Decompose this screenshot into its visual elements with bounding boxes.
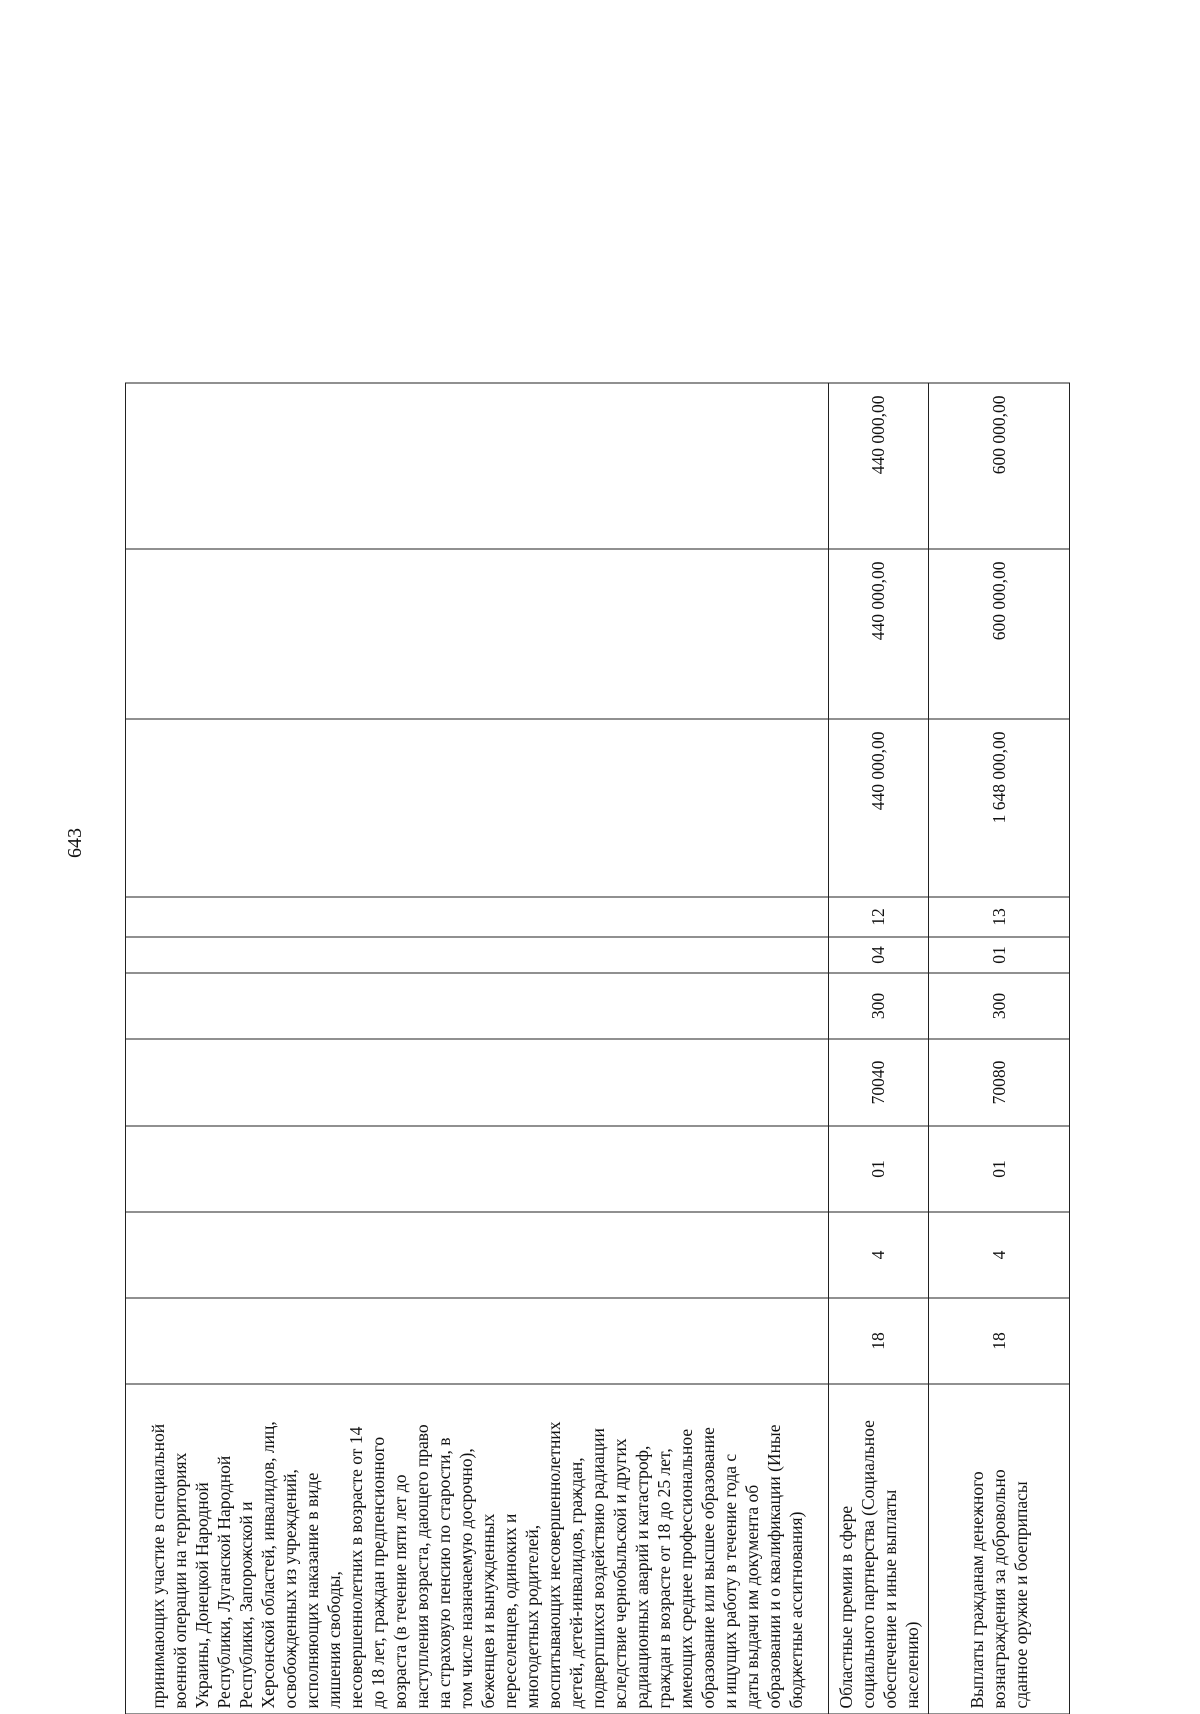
subsection-code-cell bbox=[126, 1212, 829, 1298]
amount-year-3-cell: 440 000,00 bbox=[829, 383, 929, 549]
element-code-cell: 12 bbox=[829, 897, 929, 937]
description-line: исполняющих наказание в виде bbox=[302, 1472, 322, 1708]
description-line: до 18 лет, граждан предпенсионного bbox=[368, 1436, 388, 1708]
amount-year-1-cell: 440 000,00 bbox=[829, 719, 929, 897]
amount-year-2-cell: 600 000,00 bbox=[929, 549, 1070, 719]
section-code-cell bbox=[126, 1298, 829, 1384]
sub-kind-code-cell: 04 bbox=[829, 937, 929, 973]
table-row bbox=[829, 55, 929, 1714]
table-row bbox=[126, 55, 829, 1714]
sub-kind-code-cell bbox=[126, 937, 829, 973]
budget-table-container bbox=[125, 55, 1069, 1714]
amount-year-3-cell: 600 000,00 bbox=[929, 383, 1070, 549]
kind-code-cell: 300 bbox=[829, 973, 929, 1039]
amount-year-2-cell: 440 000,00 bbox=[829, 549, 929, 719]
element-code-cell bbox=[126, 897, 829, 937]
row-description bbox=[829, 1384, 929, 1714]
table-row bbox=[929, 55, 1070, 1714]
description-line: возраста (в течение пяти лет до bbox=[390, 1474, 410, 1708]
description-line: сданное оружие и боеприпасы bbox=[1011, 1480, 1031, 1708]
program-code-cell: 01 bbox=[929, 1126, 1070, 1212]
description-line: Республики, Луганской Народной bbox=[214, 1455, 234, 1708]
kind-code-cell: 300 bbox=[929, 973, 1070, 1039]
description-line: освобожденных из учреждений, bbox=[280, 1468, 300, 1708]
row-description bbox=[126, 1384, 829, 1714]
description-line: образовании и о квалификации (Иные bbox=[764, 1424, 784, 1708]
description-line: Республики, Запорожской и bbox=[236, 1500, 256, 1708]
description-line: военной операции на территориях bbox=[170, 1452, 190, 1708]
element-code-cell: 13 bbox=[929, 897, 1070, 937]
kind-code-cell bbox=[126, 973, 829, 1039]
expense-code-cell bbox=[126, 1039, 829, 1126]
description-line: том числе назначаемую досрочно), bbox=[456, 1447, 476, 1708]
page-number: 643 bbox=[64, 828, 86, 858]
description-line: социального партнерства (Социальное bbox=[857, 1419, 878, 1708]
row-description bbox=[929, 1384, 1070, 1714]
description-line: принимающих участие в специальной bbox=[148, 1423, 168, 1708]
amount-year-2-cell bbox=[126, 549, 829, 719]
description-line: Херсонской областей, инвалидов, лиц, bbox=[258, 1420, 278, 1708]
sub-kind-code-cell: 01 bbox=[929, 937, 1070, 973]
expense-code-cell: 70080 bbox=[929, 1039, 1070, 1126]
description-line: подвергшихся воздействию радиации bbox=[588, 1427, 608, 1708]
description-line: воспитывающих несовершеннолетних bbox=[544, 1421, 564, 1708]
description-line: наступления возраста, дающего право bbox=[412, 1423, 432, 1708]
description-line: вознаграждения за добровольно bbox=[989, 1468, 1009, 1708]
description-line: Выплаты гражданам денежного bbox=[967, 1470, 987, 1708]
description-line: Областные премии в сфере bbox=[835, 1505, 856, 1708]
description-line: населению) bbox=[901, 1620, 922, 1708]
description-line: образование или высшее образование bbox=[698, 1426, 718, 1708]
subsection-code-cell: 4 bbox=[829, 1212, 929, 1298]
description-line: на страховую пенсию по старости, в bbox=[434, 1436, 454, 1708]
budget-table bbox=[125, 54, 1070, 1714]
description-line: вследствие чернобыльской и других bbox=[610, 1437, 630, 1708]
description-line: несовершеннолетних в возрасте от 14 bbox=[346, 1426, 366, 1708]
description-line: многодетных родителей, bbox=[522, 1524, 542, 1708]
description-line: граждан в возрасте от 18 до 25 лет, bbox=[654, 1447, 674, 1708]
description-line: переселенцев, одиноких и bbox=[500, 1513, 520, 1708]
amount-year-1-cell: 1 648 000,00 bbox=[929, 719, 1070, 897]
description-line: бюджетные ассигнования) bbox=[786, 1511, 806, 1708]
description-line: имеющих среднее профессиональное bbox=[676, 1428, 696, 1708]
subsection-code-cell: 4 bbox=[929, 1212, 1070, 1298]
description-line: лишения свободы, bbox=[324, 1570, 344, 1708]
description-line: даты выдачи им документа об bbox=[742, 1484, 762, 1708]
description-line: и ищущих работу в течение года с bbox=[720, 1453, 740, 1708]
section-code-cell: 18 bbox=[929, 1298, 1070, 1384]
amount-year-3-cell bbox=[126, 383, 829, 549]
description-line: радиационных аварий и катастроф, bbox=[632, 1445, 652, 1708]
program-code-cell bbox=[126, 1126, 829, 1212]
amount-year-1-cell bbox=[126, 719, 829, 897]
description-line: обеспечение и иные выплаты bbox=[879, 1489, 900, 1708]
expense-code-cell: 70040 bbox=[829, 1039, 929, 1126]
section-code-cell: 18 bbox=[829, 1298, 929, 1384]
program-code-cell: 01 bbox=[829, 1126, 929, 1212]
description-line: детей, детей-инвалидов, граждан, bbox=[566, 1456, 586, 1708]
description-line: Украины, Донецкой Народной bbox=[192, 1481, 212, 1708]
description-line: беженцев и вынужденных bbox=[478, 1513, 498, 1708]
